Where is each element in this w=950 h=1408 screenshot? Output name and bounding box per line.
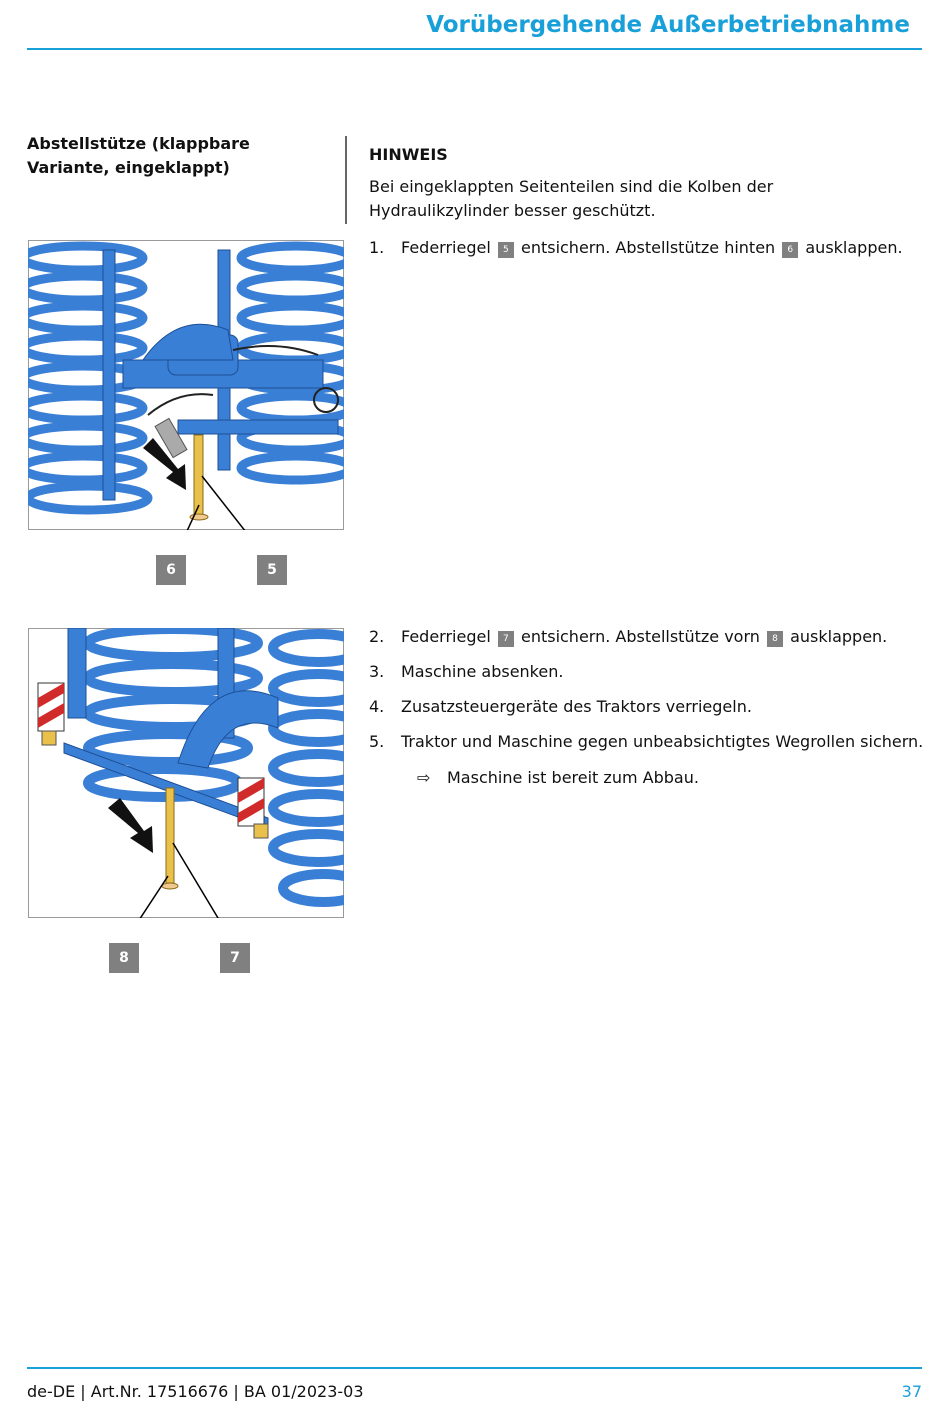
notice-title: HINWEIS xyxy=(369,145,448,164)
page-header-title: Vorübergehende Außerbetriebnahme xyxy=(426,12,910,38)
callout-6: 6 xyxy=(156,555,186,585)
callout-7: 7 xyxy=(220,943,250,973)
result-arrow-icon: ⇨ xyxy=(417,768,431,787)
header-divider xyxy=(27,48,922,50)
step-1 xyxy=(369,236,903,260)
step-text: Federriegel xyxy=(401,627,491,646)
step-number: 5. xyxy=(369,732,385,751)
step-text: Federriegel xyxy=(401,238,491,257)
callout-5: 5 xyxy=(257,555,287,585)
footer-document-info: de-DE | Art.Nr. 17516676 | BA 01/2023-03 xyxy=(27,1382,364,1401)
callout-badge: 5 xyxy=(498,242,514,258)
step-text: ausklappen. xyxy=(805,238,903,257)
machine-illustration-front xyxy=(28,628,344,918)
notice-text: Bei eingeklappten Seitenteilen sind die Kolben der Hydraulikzylinder besser geschützt. xyxy=(369,177,774,220)
step-3 xyxy=(369,660,563,684)
footer-divider xyxy=(27,1367,922,1369)
step-text: entsichern. Abstellstütze vorn xyxy=(520,627,760,646)
callout-badge: 8 xyxy=(767,631,783,647)
callout-8: 8 xyxy=(109,943,139,973)
step-4 xyxy=(369,695,752,719)
step-5 xyxy=(369,730,923,754)
section-title: Abstellstütze (klappbare Variante, eingeklappt) xyxy=(27,134,250,177)
step-2 xyxy=(369,625,887,649)
step-text: Zusatzsteuergeräte des Traktors verriegeln. xyxy=(401,697,752,716)
callout-badge: 7 xyxy=(498,631,514,647)
step-text: Traktor und Maschine gegen unbeabsichtigtes Wegrollen sichern. xyxy=(401,732,924,751)
figure-rear-support xyxy=(28,240,344,578)
result-text: Maschine ist bereit zum Abbau. xyxy=(447,768,699,787)
callout-badge: 6 xyxy=(782,242,798,258)
result-line xyxy=(417,766,699,790)
step-number: 2. xyxy=(369,627,385,646)
step-text: entsichern. Abstellstütze hinten xyxy=(520,238,776,257)
step-number: 3. xyxy=(369,662,385,681)
page-number: 37 xyxy=(901,1382,922,1401)
step-text: Maschine absenken. xyxy=(401,662,564,681)
step-number: 4. xyxy=(369,697,385,716)
figure-front-support xyxy=(28,628,344,966)
vertical-divider xyxy=(345,136,347,224)
machine-illustration-rear xyxy=(28,240,344,530)
step-number: 1. xyxy=(369,238,385,257)
step-text: ausklappen. xyxy=(790,627,888,646)
